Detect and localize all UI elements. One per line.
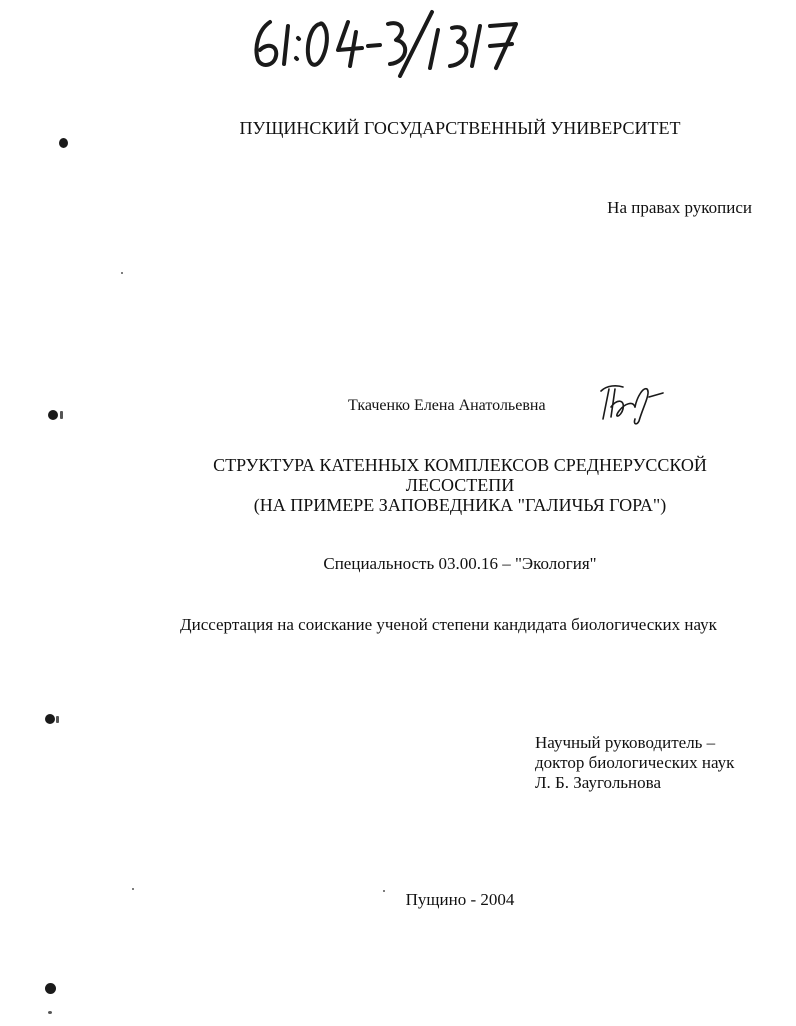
title-line-1: СТРУКТУРА КАТЕННЫХ КОМПЛЕКСОВ СРЕДНЕРУССКОЙ xyxy=(213,455,707,475)
title-line-3: (НА ПРИМЕРЕ ЗАПОВЕДНИКА "ГАЛИЧЬЯ ГОРА") xyxy=(253,495,667,515)
dissertation-title xyxy=(0,455,796,515)
title-line-2: ЛЕСОСТЕПИ xyxy=(405,475,515,495)
punch-hole-1 xyxy=(59,138,68,148)
supervisor-line-3: Л. Б. Заугольнова xyxy=(535,773,661,792)
city-year: Пущино - 2004 xyxy=(405,890,515,909)
supervisor-block xyxy=(535,733,734,793)
manuscript-note: На правах рукописи xyxy=(607,198,752,217)
scan-speck xyxy=(48,1011,52,1014)
author-signature xyxy=(593,377,668,427)
supervisor-line-1: Научный руководитель – xyxy=(535,733,716,752)
scan-speck xyxy=(56,716,59,723)
punch-hole-2 xyxy=(48,410,58,420)
degree-statement: Диссертация на соискание ученой степени кандидата биологических наук xyxy=(180,615,717,634)
punch-hole-4 xyxy=(45,983,56,994)
scan-speck xyxy=(60,411,63,419)
scan-speck xyxy=(132,888,134,890)
author-name: Ткаченко Елена Анатольевна xyxy=(348,397,546,414)
scan-speck xyxy=(121,272,123,274)
scan-speck xyxy=(383,890,385,892)
specialty: Специальность 03.00.16 – "Экология" xyxy=(323,554,597,573)
university-name: ПУЩИНСКИЙ ГОСУДАРСТВЕННЫЙ УНИВЕРСИТЕТ xyxy=(239,118,681,138)
punch-hole-3 xyxy=(45,714,55,724)
handwritten-archive-code xyxy=(240,8,540,78)
supervisor-line-2: доктор биологических наук xyxy=(535,753,735,772)
